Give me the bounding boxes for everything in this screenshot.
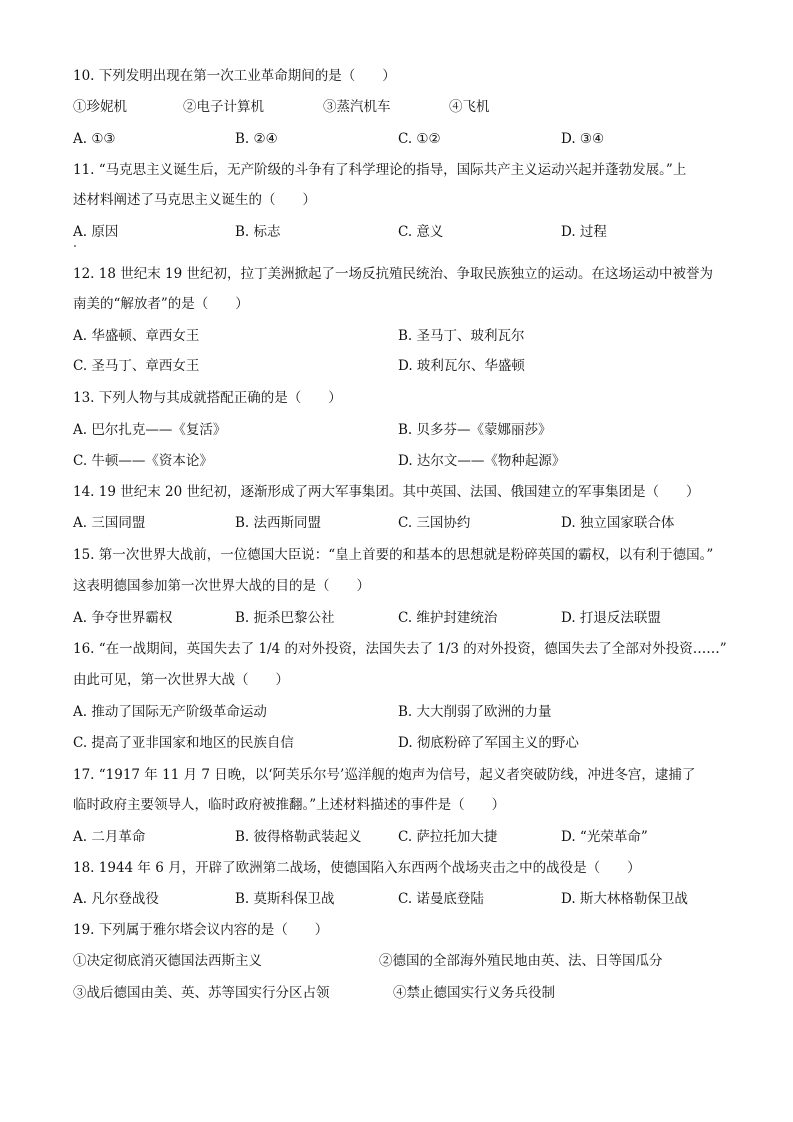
option-b[interactable]: B. 扼杀巴黎公社 xyxy=(235,610,335,626)
question-12-stem-line-2: 南美的“解放者”的是（ ） xyxy=(73,296,249,312)
question-11-stem-line-1: 11. “马克思主义诞生后，无产阶级的斗争有了科学理论的指导，国际共产主义运动兴起并蓬勃发展。”上 xyxy=(73,162,687,178)
item-2: ②电子计算机 xyxy=(183,99,264,115)
option-b[interactable]: B. 法西斯同盟 xyxy=(235,515,322,531)
option-c[interactable]: C. 三国协约 xyxy=(398,515,471,531)
option-b[interactable]: B. 贝多芬—《蒙娜丽莎》 xyxy=(398,422,552,438)
option-b[interactable]: B. 大大削弱了欧洲的力量 xyxy=(398,704,552,720)
item-1: ①珍妮机 xyxy=(73,99,127,115)
item-2: ②德国的全部海外殖民地由英、法、日等国瓜分 xyxy=(379,953,663,969)
question-15-stem-line-2: 这表明德国参加第一次世界大战的目的是（ ） xyxy=(73,578,370,594)
item-1: ①决定彻底消灭德国法西斯主义 xyxy=(73,953,262,969)
option-d[interactable]: D. “光荣革命” xyxy=(561,829,648,845)
option-a[interactable]: A. 凡尔登战役 xyxy=(73,891,159,907)
question-16-stem-line-1: 16. “在一战期间，英国失去了 1/4 的对外投资，法国失去了 1/3 的对外投资，德国失去了全部对外投资……” xyxy=(73,641,727,657)
question-17-stem-line-1: 17. “1917 年 11 月 7 日晚，以‘阿芙乐尔号’巡洋舰的炮声为信号，起义者突破防线，冲进冬宫，逮捕了 xyxy=(73,767,696,783)
item-3: ③蒸汽机车 xyxy=(323,99,391,115)
stray-mark xyxy=(74,245,76,247)
question-17-stem-line-2: 临时政府主要领导人，临时政府被推翻。”上述材料描述的事件是（ ） xyxy=(73,797,506,813)
option-d[interactable]: D. 打退反法联盟 xyxy=(561,610,661,626)
option-a[interactable]: A. ①③ xyxy=(73,131,116,147)
option-c[interactable]: C. 诺曼底登陆 xyxy=(398,891,484,907)
option-b[interactable]: B. 标志 xyxy=(235,224,281,240)
option-a[interactable]: A. 二月革命 xyxy=(73,829,146,845)
option-b[interactable]: B. 彼得格勒武装起义 xyxy=(235,829,362,845)
question-10-stem: 10. 下列发明出现在第一次工业革命期间的是（ ） xyxy=(73,68,396,84)
option-c[interactable]: C. ①② xyxy=(398,131,441,147)
option-d[interactable]: D. 玻利瓦尔、华盛顿 xyxy=(398,358,525,374)
option-a[interactable]: A. 推动了国际无产阶级革命运动 xyxy=(73,704,267,720)
option-d[interactable]: D. 斯大林格勒保卫战 xyxy=(561,891,688,907)
question-15-stem-line-1: 15. 第一次世界大战前，一位德国大臣说：“皇上首要的和基本的思想就是粉碎英国的霸权，以有利于德国。” xyxy=(73,547,714,563)
option-b[interactable]: B. 圣马丁、玻利瓦尔 xyxy=(398,328,525,344)
option-c[interactable]: C. 萨拉托加大捷 xyxy=(398,829,498,845)
question-18-stem: 18. 1944 年 6 月，开辟了欧洲第二战场，使德国陷入东西两个战场夹击之中的战役是（ ） xyxy=(73,860,641,876)
option-c[interactable]: C. 提高了亚非国家和地区的民族自信 xyxy=(73,735,294,751)
question-12-stem-line-1: 12. 18 世纪末 19 世纪初，拉丁美洲掀起了一场反抗殖民统治、争取民族独立的运动。在这场运动中被誉为 xyxy=(73,266,713,282)
option-c[interactable]: C. 意义 xyxy=(398,224,444,240)
option-c[interactable]: C. 圣马丁、章西女王 xyxy=(73,358,200,374)
option-d[interactable]: D. 达尔文——《物种起源》 xyxy=(398,453,566,469)
item-3: ③战后德国由美、英、苏等国实行分区占领 xyxy=(73,985,330,1001)
item-4: ④飞机 xyxy=(449,99,490,115)
option-b[interactable]: B. 莫斯科保卫战 xyxy=(235,891,335,907)
option-c[interactable]: C. 维护封建统治 xyxy=(398,610,498,626)
option-b[interactable]: B. ②④ xyxy=(235,131,278,147)
question-11-stem-line-2: 述材料阐述了马克思主义诞生的（ ） xyxy=(73,192,316,208)
option-a[interactable]: A. 华盛顿、章西女王 xyxy=(73,328,200,344)
option-d[interactable]: D. 过程 xyxy=(561,224,607,240)
option-a[interactable]: A. 三国同盟 xyxy=(73,515,146,531)
option-d[interactable]: D. 独立国家联合体 xyxy=(561,515,675,531)
question-16-stem-line-2: 由此可见，第一次世界大战（ ） xyxy=(73,672,289,688)
item-4: ④禁止德国实行义务兵役制 xyxy=(393,985,555,1001)
question-14-stem: 14. 19 世纪末 20 世纪初，逐渐形成了两大军事集团。其中英国、法国、俄国建立的军事集团是（ ） xyxy=(73,484,700,500)
option-d[interactable]: D. 彻底粉碎了军国主义的野心 xyxy=(398,735,579,751)
option-a[interactable]: A. 争夺世界霸权 xyxy=(73,610,173,626)
question-13-stem: 13. 下列人物与其成就搭配正确的是（ ） xyxy=(73,390,342,406)
option-a[interactable]: A. 原因 xyxy=(73,224,119,240)
option-a[interactable]: A. 巴尔扎克——《复活》 xyxy=(73,422,227,438)
question-19-stem: 19. 下列属于雅尔塔会议内容的是（ ） xyxy=(73,922,329,938)
option-c[interactable]: C. 牛顿——《资本论》 xyxy=(73,453,213,469)
option-d[interactable]: D. ③④ xyxy=(561,131,605,147)
